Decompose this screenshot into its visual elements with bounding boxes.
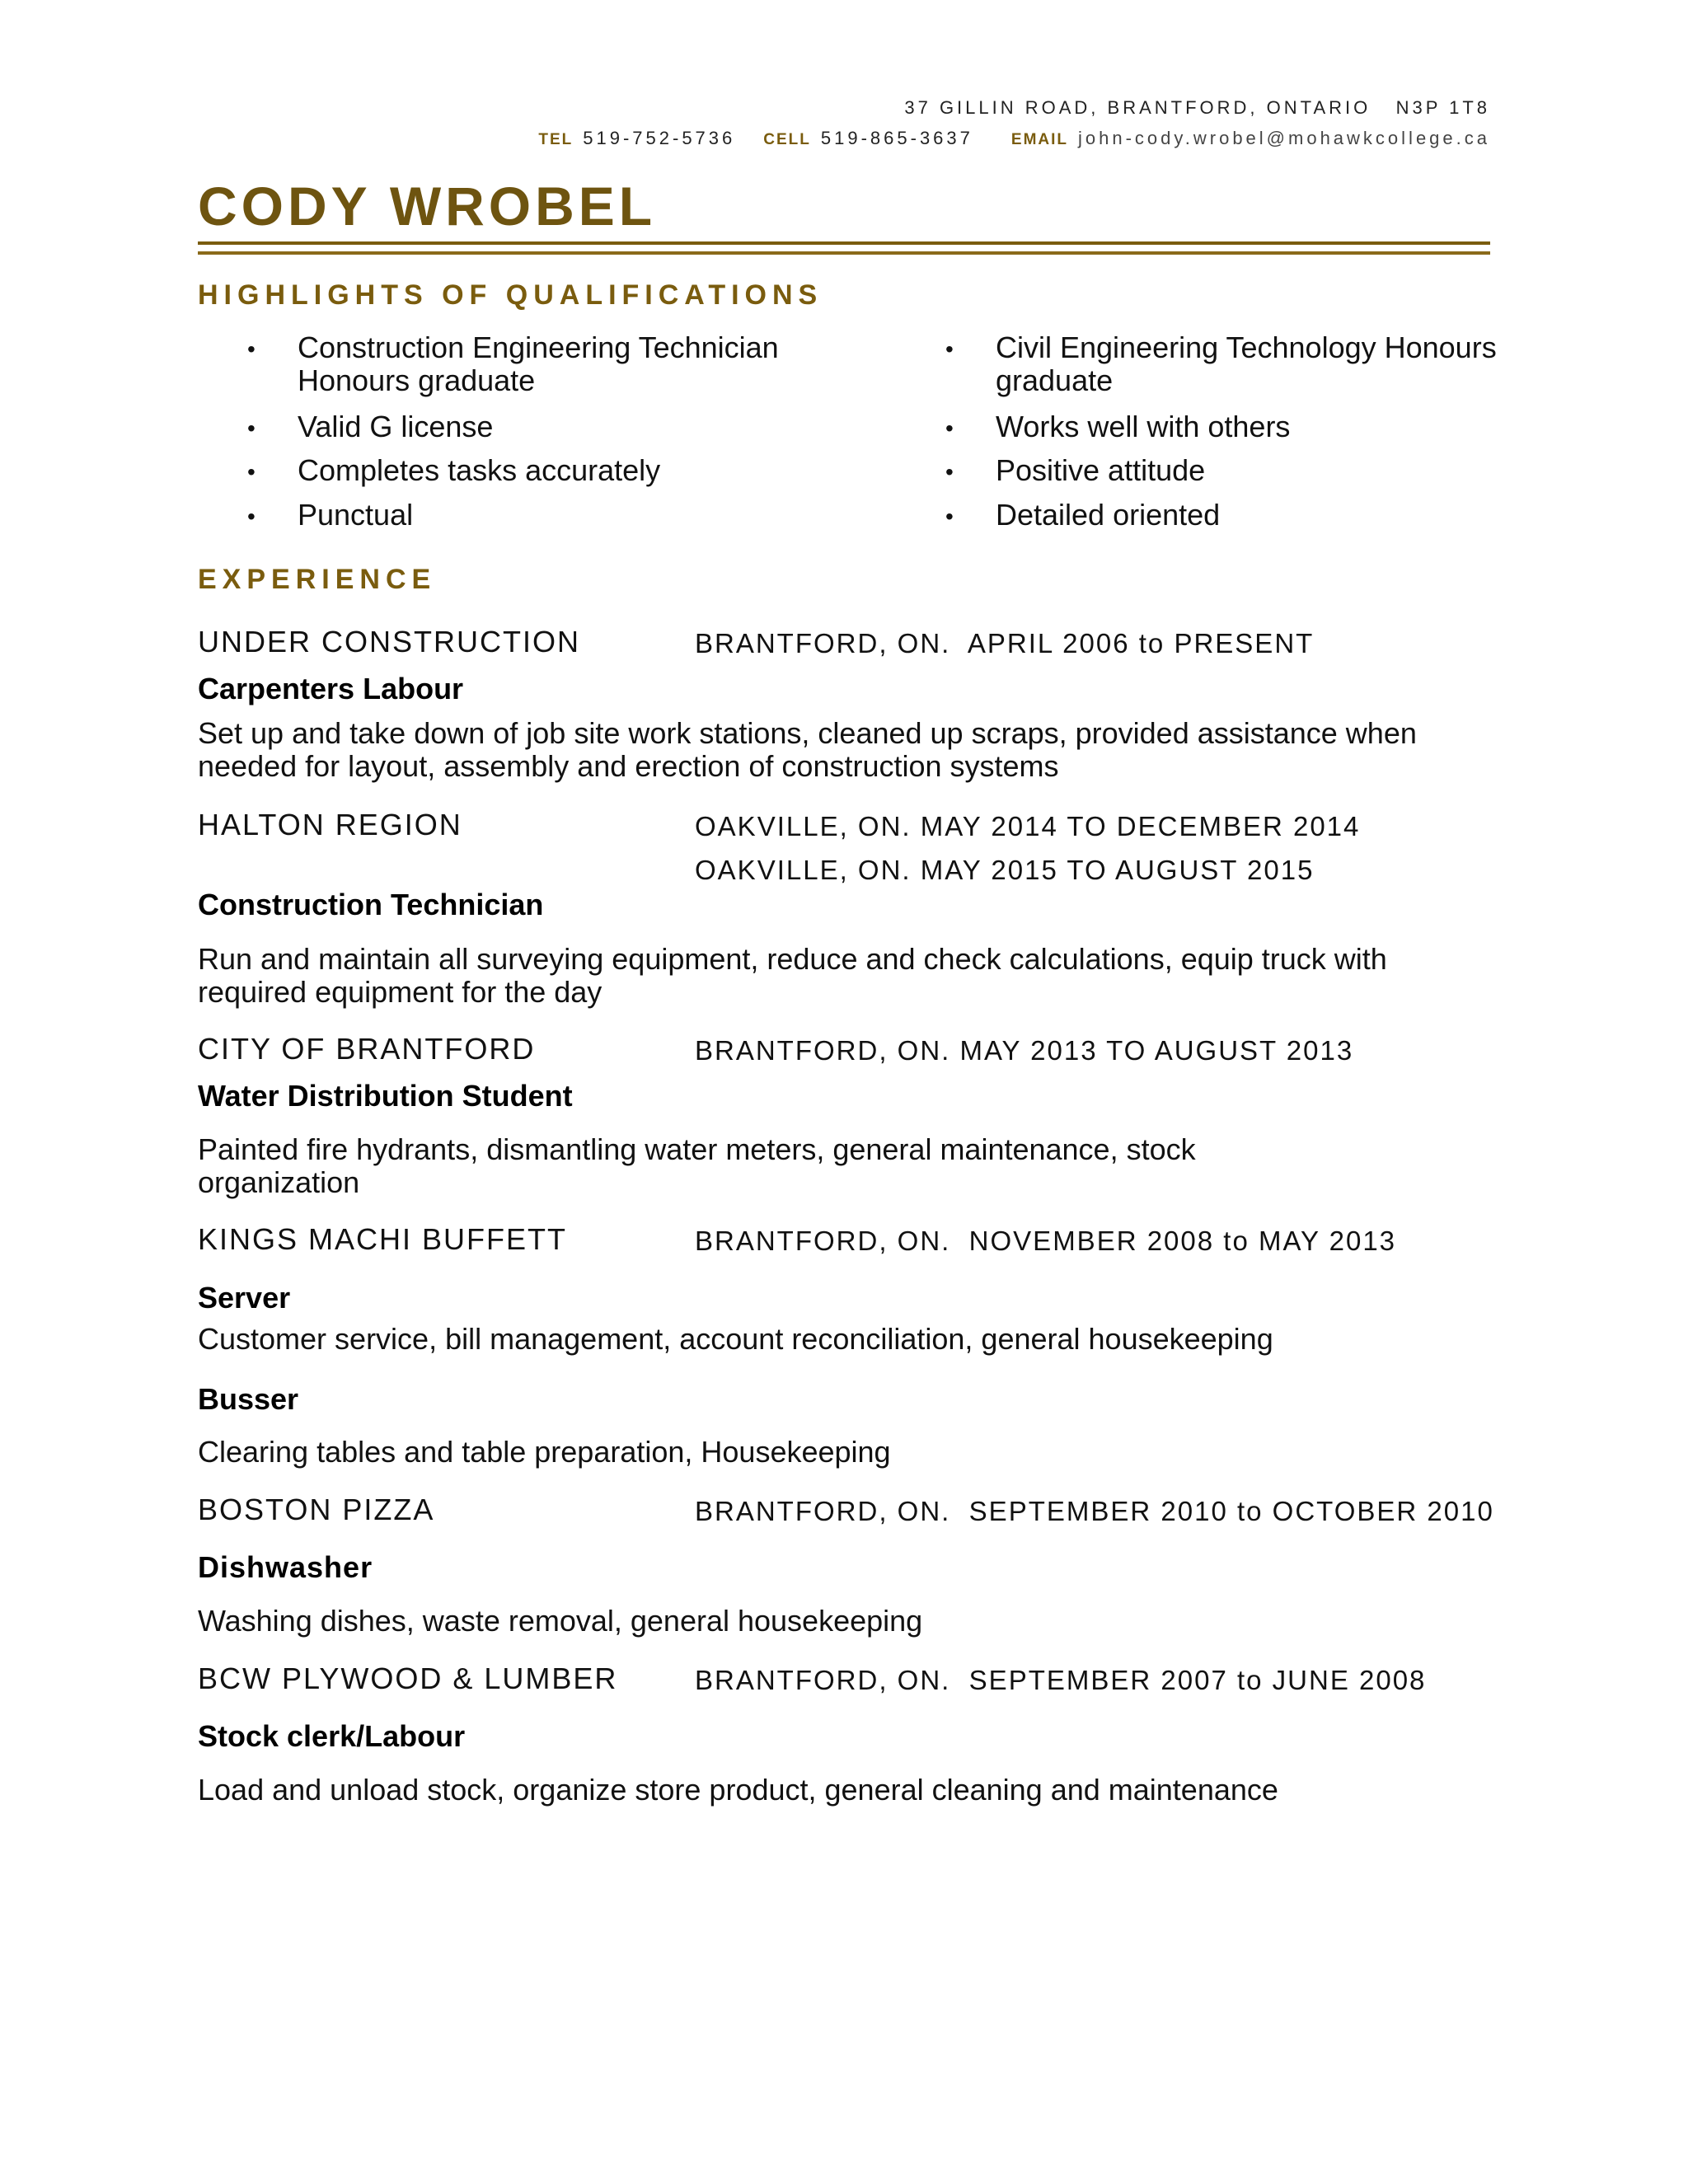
job-description: Washing dishes, waste removal, general housekeeping xyxy=(198,1604,923,1638)
qualifications-heading: HIGHLIGHTS OF QUALIFICATIONS xyxy=(198,279,823,311)
qualification-item: • Positive attitude xyxy=(945,454,1522,487)
resume-name: CODY WROBEL xyxy=(198,176,657,237)
job-description: Painted fire hydrants, dismantling water meters, general maintenance, stock organization xyxy=(198,1132,1196,1199)
qualification-text: Completes tasks accurately xyxy=(298,453,661,487)
job-description: Clearing tables and table preparation, Housekeeping xyxy=(198,1435,891,1469)
header-rule-bottom xyxy=(198,251,1490,255)
header-rule-top xyxy=(198,241,1490,245)
employer-name: HALTON REGION xyxy=(198,808,462,841)
job-title: Carpenters Labour xyxy=(198,672,464,705)
qualification-item: • Valid G license xyxy=(247,410,849,443)
employer-name: CITY OF BRANTFORD xyxy=(198,1032,536,1066)
contact-line xyxy=(0,128,1490,149)
qualification-item: • Works well with others xyxy=(945,410,1522,443)
qualification-text: Punctual xyxy=(298,498,414,532)
qualification-text: Detailed oriented xyxy=(996,498,1221,532)
qualification-text: Valid G license xyxy=(298,410,494,443)
email-label: EMAIL xyxy=(1010,131,1068,148)
job-location-dates: BRANTFORD, ON. MAY 2013 TO AUGUST 2013 xyxy=(695,1035,1354,1066)
job-title: Stock clerk/Labour xyxy=(198,1719,466,1753)
job-description: Load and unload stock, organize store product, general cleaning and maintenance xyxy=(198,1773,1278,1807)
job-location-dates: OAKVILLE, ON. MAY 2014 TO DECEMBER 2014 xyxy=(695,811,1361,841)
employer-name: BCW PLYWOOD & LUMBER xyxy=(198,1661,618,1695)
job-description: Customer service, bill management, account reconciliation, general housekeeping xyxy=(198,1322,1273,1356)
tel-label: TEL xyxy=(538,131,574,148)
employer-name: BOSTON PIZZA xyxy=(198,1493,435,1526)
job-location-dates: OAKVILLE, ON. MAY 2015 TO AUGUST 2015 xyxy=(695,855,1315,885)
qualification-text: Works well with others xyxy=(996,410,1291,443)
qualification-item: • Detailed oriented xyxy=(945,499,1522,532)
experience-heading: EXPERIENCE xyxy=(198,564,437,595)
cell-label: CELL xyxy=(763,131,811,148)
job-location-dates: BRANTFORD, ON. APRIL 2006 to PRESENT xyxy=(695,628,1315,658)
qualification-item: • Punctual xyxy=(247,499,849,532)
cell-number: 519-865-3637 xyxy=(820,128,973,148)
job-title: Dishwasher xyxy=(198,1550,373,1584)
address-line: 37 GILLIN ROAD, BRANTFORD, ONTARIO N3P 1T8 xyxy=(904,97,1490,118)
job-title: Construction Technician xyxy=(198,888,544,921)
job-description: Run and maintain all surveying equipment, reduce and check calculations, equip truck with required equipment for the day xyxy=(198,942,1387,1009)
tel-number: 519-752-5736 xyxy=(583,128,736,148)
job-location-dates: BRANTFORD, ON. SEPTEMBER 2007 to JUNE 2008 xyxy=(695,1665,1427,1695)
qualification-item: • Completes tasks accurately xyxy=(247,454,849,487)
job-location-dates: BRANTFORD, ON. NOVEMBER 2008 to MAY 2013 xyxy=(695,1226,1397,1256)
job-description: Set up and take down of job site work stations, cleaned up scraps, provided assistance when needed for layout, assembly and erection of construction systems xyxy=(198,716,1417,783)
job-title: Water Distribution Student xyxy=(198,1079,573,1113)
qualification-text: Civil Engineering Technology Honours graduate xyxy=(996,330,1497,397)
email-address: john-cody.wrobel@mohawkcollege.ca xyxy=(1078,128,1490,148)
job-location-dates: BRANTFORD, ON. SEPTEMBER 2010 to OCTOBER 2010 xyxy=(695,1496,1494,1526)
qualification-item: • Civil Engineering Technology Honours graduate xyxy=(945,331,1522,397)
qualification-item: • Construction Engineering Technician Honours graduate xyxy=(247,331,849,397)
job-title: Server xyxy=(198,1281,291,1315)
qualification-text: Construction Engineering Technician Honours graduate xyxy=(298,330,779,397)
employer-name: UNDER CONSTRUCTION xyxy=(198,625,580,658)
job-title: Busser xyxy=(198,1382,299,1416)
employer-name: KINGS MACHI BUFFETT xyxy=(198,1222,568,1256)
qualification-text: Positive attitude xyxy=(996,453,1206,487)
